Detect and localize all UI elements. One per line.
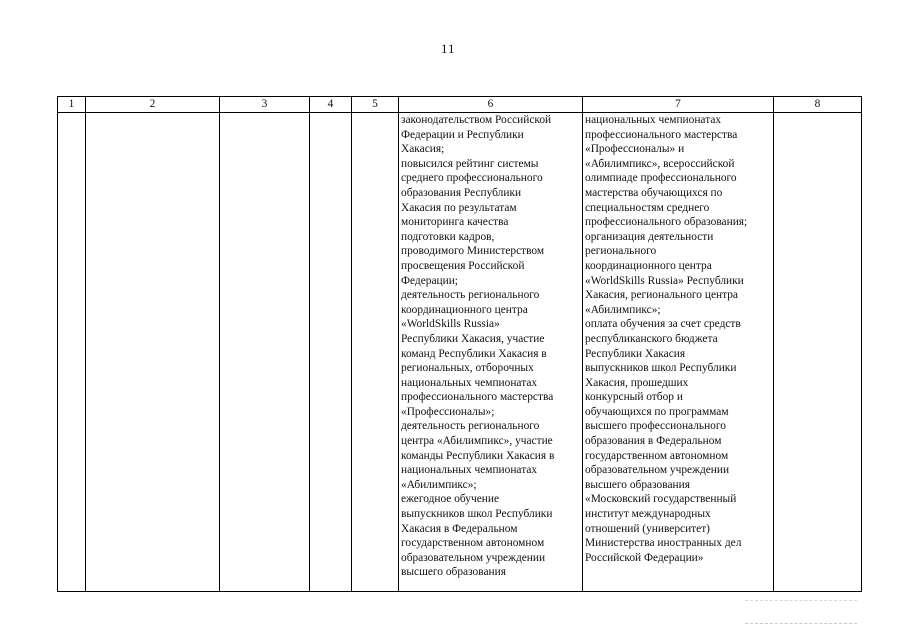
table-header-row: [58, 97, 862, 113]
column-header: 1: [58, 97, 86, 113]
table-cell-col8: [774, 113, 862, 592]
faint-stamp-mark: [745, 600, 857, 624]
table-cell-results-text: законодательством Российской Федерации и Республики Хакасия; повысился рейтинг системы среднего профессионального образования Республики Хакасия по результатам мониторинга качества подготовки кадров, проводимого Министерством просвещения Российской Федерации; деятельность регионального координационного центра «WorldSkills Russia» Республики Хакасия, участие команд Республики Хакасия в региональных, отборочных национальных чемпионатах профессионального мастерства «Профессионалы»; деятельность регионального центра «Абилимпикс», участие команды Республики Хакасия в национальных чемпионатах «Абилимпикс»; ежегодное обучение выпускников школ Республики Хакасия в Федеральном государственном автономном образовательном учреждении высшего образования: [399, 113, 583, 592]
table-cell-col3: [220, 113, 310, 592]
column-header: 6: [399, 97, 583, 113]
column-header: 3: [220, 97, 310, 113]
table-cell-col2: [86, 113, 220, 592]
table-row: [58, 113, 862, 592]
table-cell-col5: [352, 113, 399, 592]
column-header: 2: [86, 97, 220, 113]
table-cell-col1: [58, 113, 86, 592]
column-header: 5: [352, 97, 399, 113]
table-cell-col4: [310, 113, 352, 592]
column-header: 4: [310, 97, 352, 113]
table-cell-measures-text: национальных чемпионатах профессионального мастерства «Профессионалы» и «Абилимпикс», всероссийской олимпиаде профессионального мастерства обучающихся по специальностям среднего профессионального образования; организация деятельности регионального координационного центра «WorldSkills Russia» Республики Хакасия, регионального центра «Абилимпикс»; оплата обучения за счет средств республиканского бюджета Республики Хакасия выпускников школ Республики Хакасия, прошедших конкурсный отбор и обучающихся по программам высшего профессионального образования в Федеральном государственном автономном образовательном учреждении высшего образования «Московский государственный институт международных отношений (университет) Министерства иностранных дел Российской Федерации»: [583, 113, 774, 592]
page-number: 11: [441, 41, 456, 56]
column-header: 8: [774, 97, 862, 113]
column-header: 7: [583, 97, 774, 113]
document-table: [57, 96, 862, 592]
